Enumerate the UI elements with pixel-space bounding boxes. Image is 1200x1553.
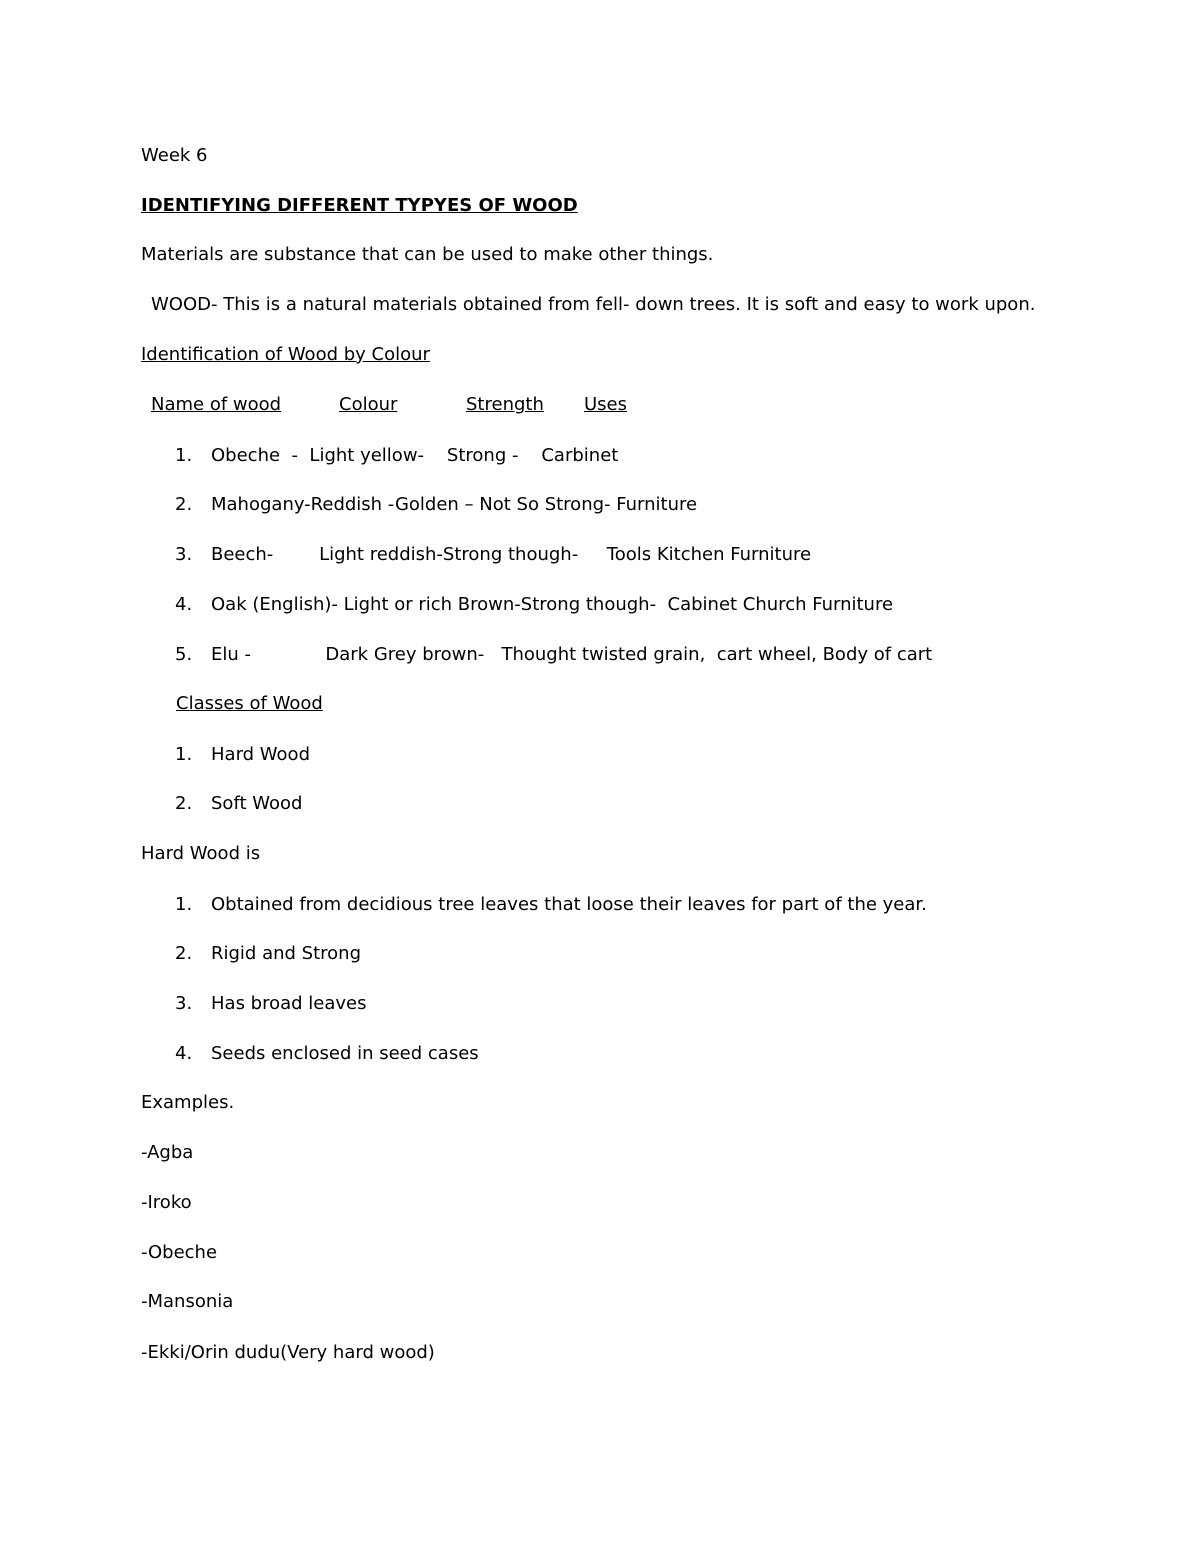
list-number: 2. [175, 943, 193, 964]
list-item: Obeche - Light yellow- Strong - Carbinet [211, 445, 619, 466]
wood-definition: WOOD- This is a natural materials obtained from fell- down trees. It is soft and easy to work upon. [151, 294, 1036, 315]
example-item: -Mansonia [141, 1291, 234, 1312]
examples-heading: Examples. [141, 1092, 235, 1113]
example-item: -Ekki/Orin dudu(Very hard wood) [141, 1342, 435, 1363]
list-number: 5. [175, 644, 193, 665]
list-number: 1. [175, 445, 193, 466]
week-label: Week 6 [141, 145, 208, 166]
list-number: 1. [175, 894, 193, 915]
list-number: 1. [175, 744, 193, 765]
list-number: 3. [175, 993, 193, 1014]
page-title: IDENTIFYING DIFFERENT TYPYES OF WOOD [141, 195, 578, 216]
list-item: Has broad leaves [211, 993, 367, 1014]
header-name: Name of wood [151, 394, 282, 415]
list-item: Obtained from decidious tree leaves that loose their leaves for part of the year. [211, 894, 927, 915]
list-item: Elu - Dark Grey brown- Thought twisted grain, cart wheel, Body of cart [211, 644, 933, 665]
header-uses: Uses [584, 394, 628, 415]
list-item: Soft Wood [211, 793, 303, 814]
example-item: -Agba [141, 1142, 194, 1163]
example-item: -Obeche [141, 1242, 218, 1263]
list-number: 4. [175, 1043, 193, 1064]
list-number: 2. [175, 494, 193, 515]
colour-heading: Identification of Wood by Colour [141, 344, 430, 365]
list-item: Oak (English)- Light or rich Brown-Strong though- Cabinet Church Furniture [211, 594, 894, 615]
intro-text: Materials are substance that can be used to make other things. [141, 244, 714, 265]
header-colour: Colour [339, 394, 398, 415]
list-number: 4. [175, 594, 193, 615]
list-item: Seeds enclosed in seed cases [211, 1043, 479, 1064]
list-item: Rigid and Strong [211, 943, 362, 964]
example-item: -Iroko [141, 1192, 192, 1213]
list-number: 2. [175, 793, 193, 814]
hardwood-heading: Hard Wood is [141, 843, 261, 864]
header-strength: Strength [466, 394, 544, 415]
list-number: 3. [175, 544, 193, 565]
list-item: Mahogany-Reddish -Golden – Not So Strong- Furniture [211, 494, 698, 515]
list-item: Hard Wood [211, 744, 310, 765]
list-item: Beech- Light reddish-Strong though- Tools Kitchen Furniture [211, 544, 812, 565]
classes-heading: Classes of Wood [176, 693, 323, 714]
